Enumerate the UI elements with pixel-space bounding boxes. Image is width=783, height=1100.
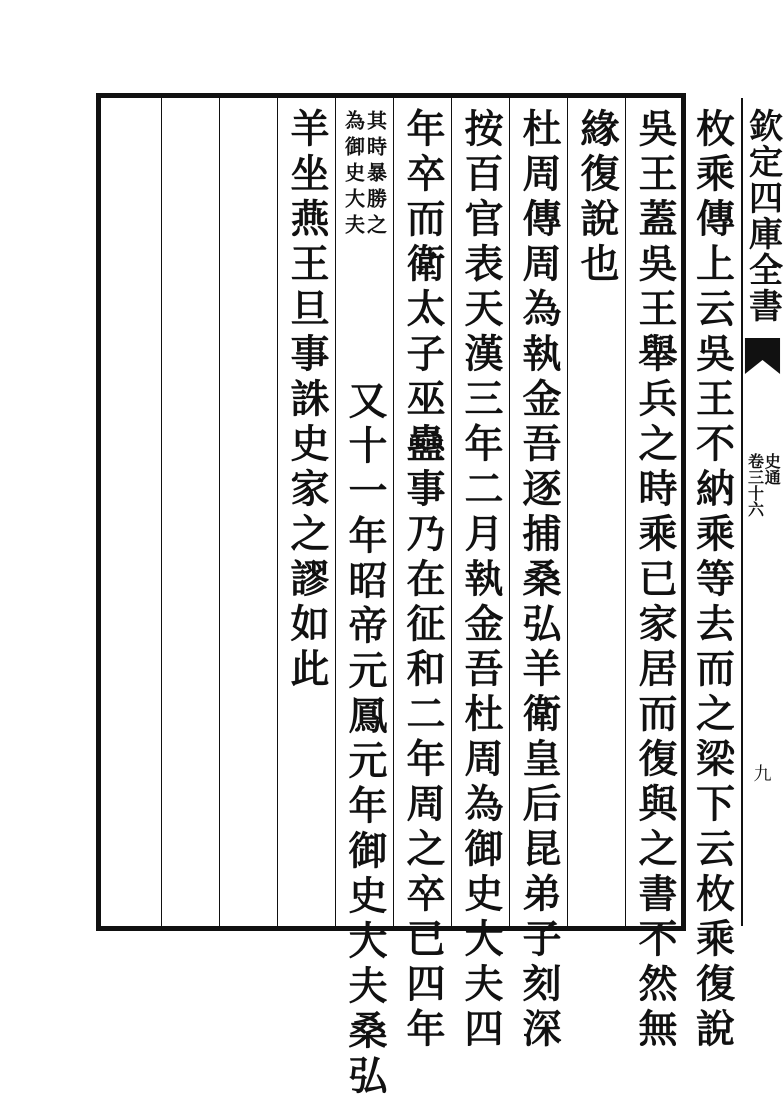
text-column-1 <box>683 98 741 1053</box>
margin-title: 欽定四庫全書 <box>742 108 783 324</box>
text-column-last <box>277 98 335 926</box>
annotation-left: 為御史大夫 <box>341 110 366 240</box>
text-column-3 <box>567 98 625 926</box>
column-text-last: 羊坐燕王旦事誅史家之謬如此 <box>284 108 330 693</box>
page-frame <box>96 93 783 1100</box>
column-text-5: 按百官表天漢三年二月執金吾杜周為御史大夫四 <box>458 108 504 1053</box>
empty-column-2 <box>161 98 219 926</box>
column-text-3: 緣復說也 <box>574 108 620 288</box>
text-column-2 <box>625 98 683 1053</box>
empty-column-1 <box>219 98 277 926</box>
margin-volume-block <box>743 453 782 517</box>
text-column-4 <box>509 98 567 1053</box>
annotation-right: 其時暴勝之 <box>363 110 388 240</box>
margin-volume: 卷三十六 <box>745 453 765 517</box>
book-margin <box>741 98 782 926</box>
fish-tail-icon <box>743 338 782 378</box>
margin-page-number: 九 <box>753 764 772 785</box>
annotated-column <box>335 98 393 1100</box>
annotated-column-text: 又十一年昭帝元鳳元年御史大夫桑弘 <box>342 380 388 1100</box>
empty-column-3 <box>101 98 161 926</box>
text-column-5 <box>451 98 509 1053</box>
text-column-6 <box>393 98 451 1053</box>
margin-book: 史通 <box>762 453 782 485</box>
column-text-4: 杜周傳周為執金吾逐捕桑弘羊衛皇后昆弟子刻深 <box>516 108 562 1053</box>
column-text-1: 枚乘傳上云吳王不納乘等去而之梁下云枚乘復說 <box>689 108 736 1053</box>
column-text-2: 吳王蓋吳王舉兵之時乘已家居而復與之書不然無 <box>632 108 678 1053</box>
column-text-6: 年卒而衛太子巫蠱事乃在征和二年周之卒已四年 <box>400 108 446 1053</box>
annotation-pair <box>336 110 393 370</box>
